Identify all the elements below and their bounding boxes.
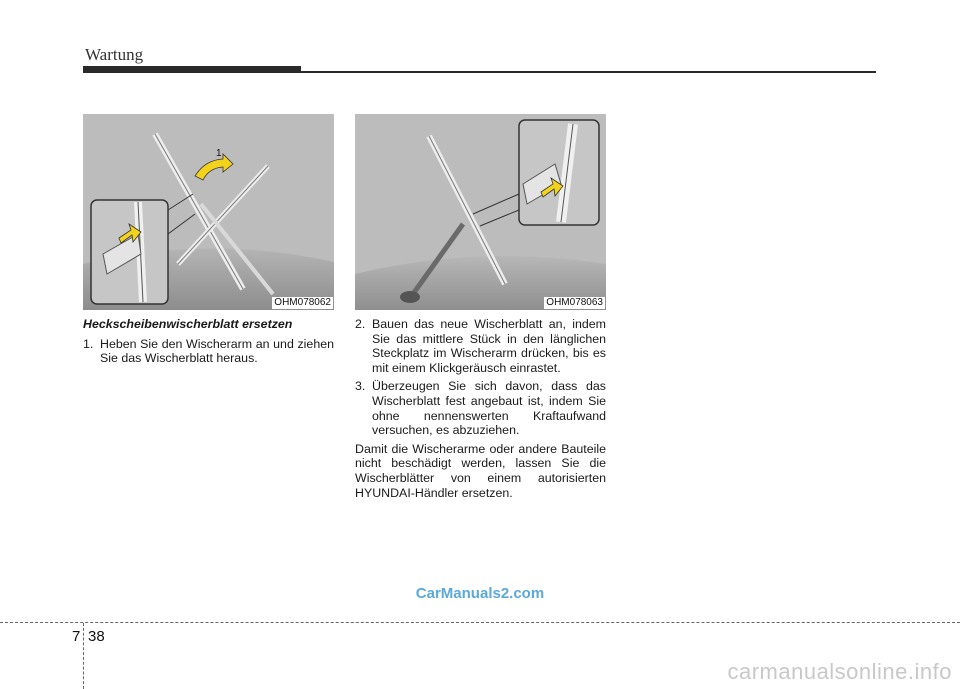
footer-rule — [0, 622, 960, 623]
callout-number: 1 — [216, 148, 222, 159]
figure-code: OHM078063 — [546, 297, 603, 308]
figure-code: OHM078062 — [274, 297, 331, 308]
right-column — [355, 317, 606, 500]
step-number: 3. — [355, 379, 366, 394]
caution-note: Damit die Wischerarme oder andere Bauteile nicht beschädigt werden, lassen Sie die Wischerblätter von einem autorisierten HYUNDAI-Händler ersetzen. — [355, 441, 606, 500]
wiper-removal-illustration — [83, 114, 334, 310]
footer-divider — [83, 623, 84, 689]
carmanuals-watermark-link[interactable]: CarManuals2.com — [415, 585, 545, 602]
header-rule — [83, 71, 876, 73]
step-text: Überzeugen Sie sich davon, dass das Wischerblatt fest angebaut ist, indem Sie ohne nennenswerten Kraftaufwand versuchen, es abzuziehen. — [372, 379, 606, 438]
chapter-number: 7 — [72, 628, 81, 645]
step-1 — [83, 337, 334, 366]
section-title: Wartung — [85, 45, 144, 64]
step-text: Bauen das neue Wischerblatt an, indem Sie das mittlere Stück in den länglichen Steckplatz im Wischerarm drücken, bis es mit einem Klickgeräusch einrastet. — [372, 317, 606, 375]
step-number: 2. — [355, 317, 366, 331]
page-number: 38 — [88, 628, 105, 645]
left-column — [83, 317, 334, 370]
step-number: 1. — [83, 336, 94, 351]
site-watermark: carmanualsonline.info — [727, 659, 952, 684]
step-3 — [355, 379, 606, 437]
step-2 — [355, 317, 606, 375]
section-heading: Heckscheibenwischerblatt ersetzen — [83, 317, 293, 331]
figure-wiper-removal — [83, 114, 334, 310]
wiper-install-illustration — [355, 114, 606, 310]
step-text: Heben Sie den Wischerarm an und ziehen Sie das Wischerblatt heraus. — [100, 336, 334, 366]
figure-wiper-install — [355, 114, 606, 310]
